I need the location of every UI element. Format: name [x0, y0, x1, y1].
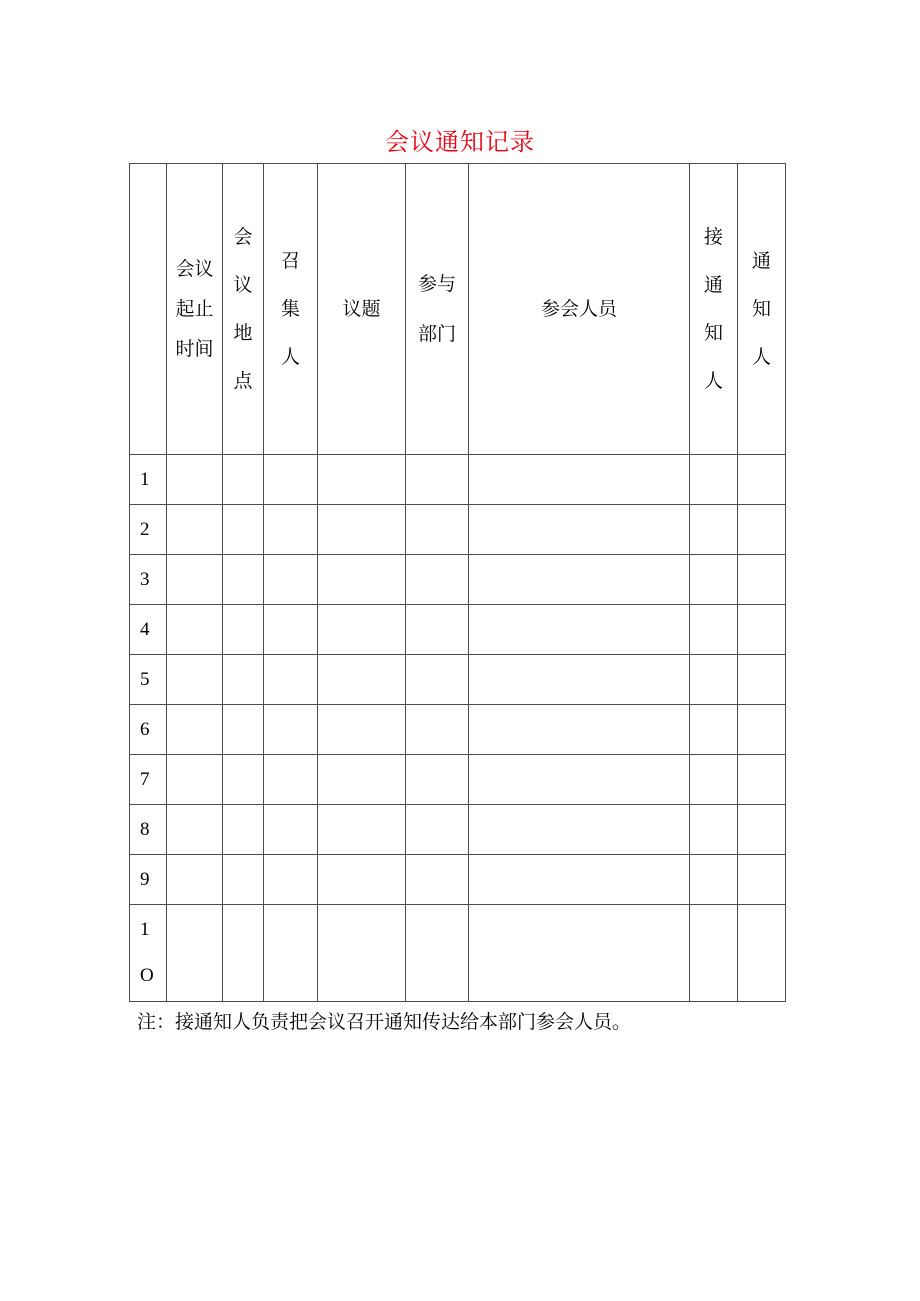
cell-attendees[interactable] [469, 855, 690, 905]
cell-convener[interactable] [264, 505, 318, 555]
cell-topic[interactable] [318, 655, 406, 705]
cell-convener[interactable] [264, 705, 318, 755]
cell-topic[interactable] [318, 705, 406, 755]
cell-receiver[interactable] [690, 855, 738, 905]
cell-topic[interactable] [318, 755, 406, 805]
cell-receiver[interactable] [690, 705, 738, 755]
cell-attendees[interactable] [469, 605, 690, 655]
cell-time[interactable] [167, 755, 223, 805]
cell-notifier[interactable] [738, 855, 786, 905]
row-number: 8 [130, 805, 167, 855]
cell-dept[interactable] [406, 555, 469, 605]
cell-convener[interactable] [264, 805, 318, 855]
cell-dept[interactable] [406, 755, 469, 805]
cell-notifier[interactable] [738, 705, 786, 755]
cell-notifier[interactable] [738, 805, 786, 855]
cell-dept[interactable] [406, 505, 469, 555]
table-row [130, 505, 786, 555]
cell-topic[interactable] [318, 905, 406, 1002]
cell-place[interactable] [223, 605, 264, 655]
cell-attendees[interactable] [469, 905, 690, 1002]
cell-time[interactable] [167, 505, 223, 555]
cell-notifier[interactable] [738, 755, 786, 805]
cell-convener[interactable] [264, 905, 318, 1002]
cell-time[interactable] [167, 905, 223, 1002]
cell-time[interactable] [167, 705, 223, 755]
cell-place[interactable] [223, 855, 264, 905]
cell-place[interactable] [223, 555, 264, 605]
cell-attendees[interactable] [469, 505, 690, 555]
header-index [130, 164, 167, 455]
row-number: 9 [130, 855, 167, 905]
cell-dept[interactable] [406, 605, 469, 655]
cell-time[interactable] [167, 855, 223, 905]
cell-notifier[interactable] [738, 655, 786, 705]
row-number: 6 [130, 705, 167, 755]
cell-convener[interactable] [264, 555, 318, 605]
row-number: 1 [130, 455, 167, 505]
cell-time[interactable] [167, 455, 223, 505]
cell-convener[interactable] [264, 605, 318, 655]
cell-place[interactable] [223, 655, 264, 705]
cell-receiver[interactable] [690, 555, 738, 605]
table-row [130, 755, 786, 805]
header-attendees: 参会人员 [469, 164, 690, 455]
cell-receiver[interactable] [690, 655, 738, 705]
cell-attendees[interactable] [469, 655, 690, 705]
cell-topic[interactable] [318, 505, 406, 555]
table-row [130, 705, 786, 755]
cell-notifier[interactable] [738, 505, 786, 555]
table-row [130, 905, 786, 1002]
table-row [130, 605, 786, 655]
header-topic: 议题 [318, 164, 406, 455]
row-number: 1O [130, 905, 167, 1002]
cell-place[interactable] [223, 755, 264, 805]
cell-topic[interactable] [318, 555, 406, 605]
cell-dept[interactable] [406, 805, 469, 855]
cell-attendees[interactable] [469, 555, 690, 605]
cell-convener[interactable] [264, 755, 318, 805]
cell-receiver[interactable] [690, 605, 738, 655]
cell-dept[interactable] [406, 905, 469, 1002]
cell-time[interactable] [167, 655, 223, 705]
cell-dept[interactable] [406, 455, 469, 505]
cell-notifier[interactable] [738, 455, 786, 505]
header-convener: 召集人 [264, 164, 318, 455]
row-number: 5 [130, 655, 167, 705]
header-time: 会议起止时间 [167, 164, 223, 455]
table-row [130, 805, 786, 855]
cell-topic[interactable] [318, 855, 406, 905]
cell-receiver[interactable] [690, 755, 738, 805]
cell-place[interactable] [223, 505, 264, 555]
cell-dept[interactable] [406, 655, 469, 705]
cell-notifier[interactable] [738, 555, 786, 605]
cell-topic[interactable] [318, 605, 406, 655]
document-title: 会议通知记录 [385, 128, 535, 156]
cell-time[interactable] [167, 605, 223, 655]
cell-dept[interactable] [406, 705, 469, 755]
header-row [130, 164, 786, 455]
cell-time[interactable] [167, 555, 223, 605]
table-row [130, 655, 786, 705]
cell-topic[interactable] [318, 805, 406, 855]
cell-place[interactable] [223, 905, 264, 1002]
header-dept: 参与部门 [406, 164, 469, 455]
row-number: 3 [130, 555, 167, 605]
cell-attendees[interactable] [469, 705, 690, 755]
table-row [130, 855, 786, 905]
cell-dept[interactable] [406, 855, 469, 905]
header-receiver: 接通知人 [690, 164, 738, 455]
table-row [130, 455, 786, 505]
cell-receiver[interactable] [690, 455, 738, 505]
cell-attendees[interactable] [469, 805, 690, 855]
cell-convener[interactable] [264, 655, 318, 705]
cell-topic[interactable] [318, 455, 406, 505]
cell-place[interactable] [223, 705, 264, 755]
cell-notifier[interactable] [738, 605, 786, 655]
cell-receiver[interactable] [690, 805, 738, 855]
header-place: 会议地点 [223, 164, 264, 455]
meeting-notice-table [129, 163, 786, 1002]
cell-notifier[interactable] [738, 905, 786, 1002]
cell-convener[interactable] [264, 855, 318, 905]
cell-convener[interactable] [264, 455, 318, 505]
cell-attendees[interactable] [469, 455, 690, 505]
table-row [130, 555, 786, 605]
cell-time[interactable] [167, 805, 223, 855]
cell-place[interactable] [223, 455, 264, 505]
cell-attendees[interactable] [469, 755, 690, 805]
cell-receiver[interactable] [690, 905, 738, 1002]
row-number: 2 [130, 505, 167, 555]
cell-place[interactable] [223, 805, 264, 855]
footnote: 注：接通知人负责把会议召开通知传达给本部门参会人员。 [137, 1011, 632, 1033]
row-number: 7 [130, 755, 167, 805]
cell-receiver[interactable] [690, 505, 738, 555]
row-number: 4 [130, 605, 167, 655]
header-notifier: 通知人 [738, 164, 786, 455]
